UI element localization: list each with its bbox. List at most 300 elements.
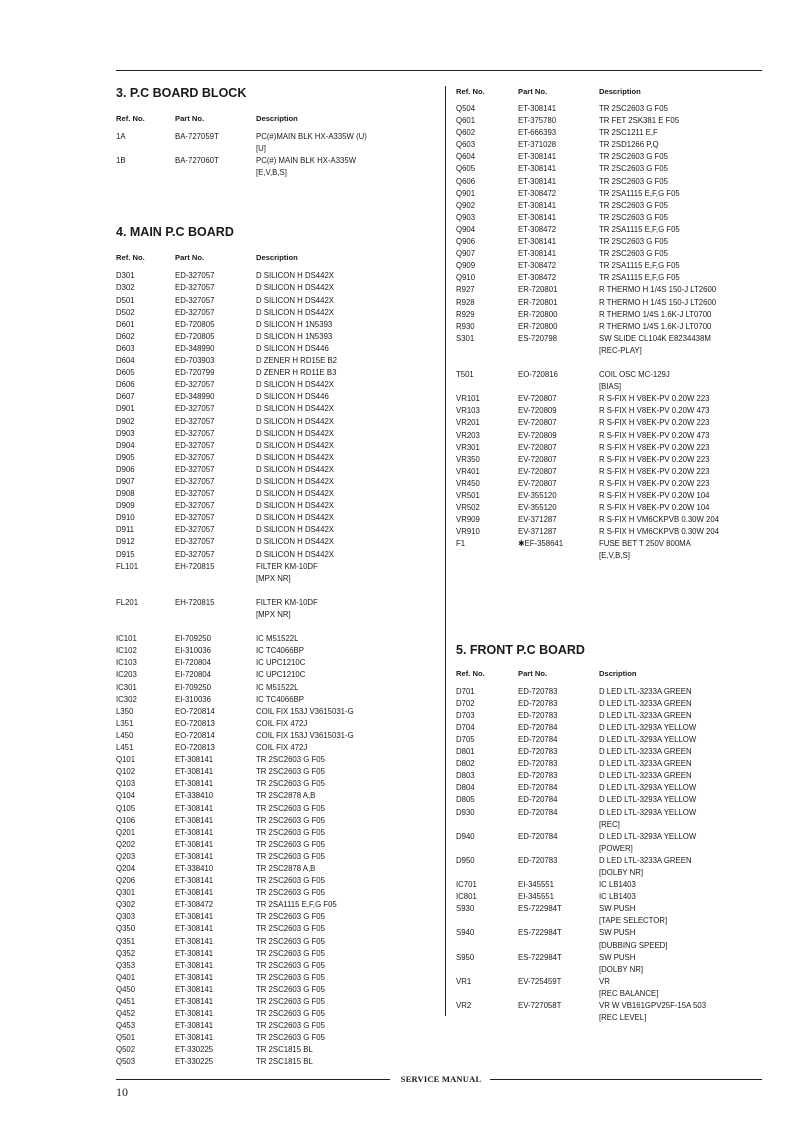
part-no: ET-308141 (175, 888, 214, 898)
ref-no: D601 (116, 319, 135, 329)
description: D LED LTL-3233A GREEN (599, 710, 692, 720)
table-header (456, 668, 768, 680)
table-row (456, 915, 768, 927)
table-row (456, 272, 768, 284)
description: D LED LTL-3233A GREEN (599, 698, 692, 708)
table-row (456, 333, 768, 345)
part-no: ED-327057 (175, 452, 215, 462)
description: [E,V,B,S] (599, 551, 630, 561)
table-row (456, 538, 768, 550)
ref-no: Q301 (116, 888, 136, 898)
description: D SILICON H DS442X (256, 501, 334, 511)
ref-no: F1 (456, 539, 466, 549)
section-title: 5. FRONT P.C BOARD (456, 642, 585, 657)
ref-no: D907 (116, 476, 135, 486)
ref-no: VR301 (456, 442, 480, 452)
part-no: EV-371287 (518, 527, 557, 537)
part-no: EV-720807 (518, 442, 557, 452)
description: TR 2SC2603 G F05 (599, 249, 668, 259)
ref-no: D604 (116, 356, 135, 366)
part-no: ED-348990 (175, 392, 215, 402)
table-row (456, 964, 768, 976)
ref-no: IC302 (116, 694, 137, 704)
ref-no: D950 (456, 855, 475, 865)
part-no: ED-327057 (175, 428, 215, 438)
ref-no: D501 (116, 295, 135, 305)
ref-no: Q203 (116, 851, 136, 861)
part-no: ED-327057 (175, 476, 215, 486)
ref-no: D702 (456, 698, 475, 708)
ref-no: Q501 (116, 1033, 136, 1043)
description: COIL OSC MC-129J (599, 370, 670, 380)
part-no: EI-709250 (175, 682, 211, 692)
table-row (456, 260, 768, 272)
description: TR 2SC2603 G F05 (256, 924, 325, 934)
description: TR 2SA1115 E,F,G F05 (599, 188, 680, 198)
ref-no: VR101 (456, 394, 480, 404)
ref-no: S940 (456, 928, 475, 938)
description: SW PUSH (599, 928, 636, 938)
ref-no: VR450 (456, 478, 480, 488)
description: COIL FIX 472J (256, 743, 308, 753)
table-row (456, 891, 768, 903)
part-no: ET-308472 (518, 224, 557, 234)
part-no: ED-720783 (518, 855, 558, 865)
table-row (116, 1056, 438, 1068)
part-no: EI-345551 (518, 892, 554, 902)
description: [DOLBY NR] (599, 867, 644, 877)
ref-no: D701 (456, 686, 475, 696)
description: [DUBBING SPEED] (599, 940, 668, 950)
description: TR 2SC2603 G F05 (256, 1033, 325, 1043)
part-no: ET-666393 (518, 128, 557, 138)
description: IC LB1403 (599, 892, 636, 902)
part-no: ET-308141 (175, 960, 214, 970)
description: D SILICON H DS442X (256, 452, 334, 462)
table-row (116, 790, 438, 802)
description: R S-FIX H V8EK-PV 0.20W 104 (599, 503, 710, 513)
ref-no: Q102 (116, 767, 136, 777)
table-row (116, 875, 438, 887)
table-row (116, 536, 438, 548)
part-no: ED-327057 (175, 525, 215, 535)
table-row (456, 224, 768, 236)
part-no: ED-720784 (518, 807, 558, 817)
table-row (456, 284, 768, 296)
description: D LED LTL-3293A YELLOW (599, 722, 697, 732)
ref-no: D915 (116, 549, 135, 559)
table-row (116, 851, 438, 863)
table-row (116, 984, 438, 996)
ref-no: VR502 (456, 503, 480, 513)
description: D SILICON H DS442X (256, 416, 334, 426)
ref-no: D903 (116, 428, 135, 438)
table-row (116, 621, 438, 633)
ref-no: D607 (116, 392, 135, 402)
ref-no: D908 (116, 489, 135, 499)
ref-no: VR910 (456, 527, 480, 537)
ref-no: IC102 (116, 646, 137, 656)
table-row (456, 855, 768, 867)
description: R S-FIX H V8EK-PV 0.20W 473 (599, 406, 710, 416)
description: D LED LTL-3293A YELLOW (599, 734, 697, 744)
description-header: Dscription (599, 668, 637, 678)
description: D SILICON H 1N5393 (256, 331, 333, 341)
part-no: ET-308141 (518, 152, 557, 162)
table-row (456, 466, 768, 478)
table-row (456, 176, 768, 188)
table-row (456, 722, 768, 734)
description: TR 2SC1815 BL (256, 1057, 313, 1067)
description: D SILICON H DS442X (256, 464, 334, 474)
table-row (456, 212, 768, 224)
table-row (116, 282, 438, 294)
top-rule (116, 70, 762, 71)
part-no: EV-727058T (518, 1001, 562, 1010)
table-row (116, 428, 438, 440)
description: TR 2SA1115 E,F,G F05 (599, 224, 680, 234)
ref-no: Q206 (116, 876, 136, 886)
parts-table (456, 668, 768, 1025)
ref-no: D603 (116, 343, 135, 353)
description: D LED LTL-3293A YELLOW (599, 795, 697, 805)
table-row (116, 911, 438, 923)
table-row (116, 367, 438, 379)
table-row (456, 903, 768, 915)
description: TR 2SC2603 G F05 (256, 972, 325, 982)
description: TR 2SC2603 G F05 (256, 803, 325, 813)
part-no: ET-308141 (518, 104, 557, 113)
part-no: EO-720814 (175, 706, 215, 716)
section-pc-board-block (116, 86, 438, 179)
ref-no: Q606 (456, 176, 476, 186)
table-row (456, 321, 768, 333)
table-row (116, 645, 438, 657)
description: IC UPC1210C (256, 670, 306, 680)
ref-no: Q352 (116, 948, 136, 958)
part-no: EI-345551 (518, 880, 554, 890)
description: D ZENER H RD11E B3 (256, 368, 337, 378)
table-row (456, 309, 768, 321)
table-row (116, 839, 438, 851)
table-header (116, 113, 438, 125)
part-no: ES-722984T (518, 928, 562, 938)
description: D SILICON H DS442X (256, 404, 334, 414)
description: D SILICON H DS442X (256, 295, 334, 305)
ref-no: Q604 (456, 152, 476, 162)
table-row (116, 730, 438, 742)
description: TR 2SA1115 E,F,G F05 (599, 273, 680, 283)
ref-no: D302 (116, 283, 135, 293)
table-row (116, 143, 438, 155)
part-no: EO-720813 (175, 718, 215, 728)
page-footer (116, 1072, 762, 1086)
table-row (116, 512, 438, 524)
ref-no: Q504 (456, 104, 476, 113)
description: TR 2SC2603 G F05 (256, 997, 325, 1006)
description: D SILICON H DS442X (256, 476, 334, 486)
table-header (116, 252, 438, 264)
part-no: ED-720783 (518, 759, 558, 769)
ref-no: Q101 (116, 755, 136, 765)
description: TR 2SC2603 G F05 (256, 912, 325, 922)
part-no: ET-308141 (175, 997, 214, 1006)
part-no: EI-310036 (175, 694, 211, 704)
description: TR 2SC2603 G F05 (599, 104, 668, 113)
table-row (116, 319, 438, 331)
table-row (116, 718, 438, 730)
description: TR 2SC2603 G F05 (599, 200, 668, 210)
table-row (116, 391, 438, 403)
description: TR 2SC2603 G F05 (256, 876, 325, 886)
table-row (456, 1012, 768, 1024)
section-main-pc-board (116, 225, 438, 1068)
description: D SILICON H DS442X (256, 537, 334, 547)
table-row (116, 1008, 438, 1020)
description: COIL FIX 472J (256, 718, 308, 728)
part-no-header: Part No. (518, 668, 548, 678)
table-row (456, 490, 768, 502)
description: FILTER KM-10DF (256, 561, 318, 571)
description: TR 2SC2603 G F05 (256, 888, 325, 898)
table-row (456, 734, 768, 746)
part-no: ED-327057 (175, 501, 215, 511)
table-row (116, 155, 438, 167)
description: D SILICON H DS442X (256, 380, 334, 390)
description: [MPX NR] (256, 573, 291, 583)
column-divider (445, 86, 446, 1016)
description: [E,V,B,S] (256, 168, 287, 178)
ref-no: VR350 (456, 454, 480, 464)
ref-no: S950 (456, 952, 475, 962)
table-row (456, 782, 768, 794)
description: R S-FIX H V8EK-PV 0.20W 223 (599, 394, 710, 404)
table-row (456, 807, 768, 819)
part-no: ET-308141 (175, 1021, 214, 1031)
part-no: ER-720800 (518, 321, 558, 331)
ref-no: D909 (116, 501, 135, 511)
right-column (456, 86, 768, 1024)
page-number: 10 (116, 1085, 128, 1099)
part-no: ET-308472 (518, 273, 557, 283)
part-no: ED-720783 (518, 686, 558, 696)
table-row (456, 405, 768, 417)
table-row (456, 381, 768, 393)
description: VR (599, 976, 610, 986)
description: SW PUSH (599, 952, 636, 962)
ref-no: D930 (456, 807, 475, 817)
table-row (116, 706, 438, 718)
ref-no: FL101 (116, 561, 139, 571)
ref-no: D902 (116, 416, 135, 426)
description: TR FET 2SK381 E F05 (599, 116, 680, 126)
description: TR 2SC1211 E,F (599, 128, 658, 138)
description: PC(#)MAIN BLK HX-A335W (U) (256, 132, 367, 141)
section-main-pc-board-continued (456, 86, 768, 563)
part-no: EV-720807 (518, 454, 557, 464)
section-front-pc-board (456, 643, 768, 1025)
ref-no-header: Ref. No. (456, 87, 485, 96)
table-row (456, 151, 768, 163)
table-row (456, 357, 768, 369)
ref-no: L350 (116, 706, 134, 716)
ref-no: D301 (116, 271, 135, 281)
table-row (116, 742, 438, 754)
part-no: ET-308141 (175, 984, 214, 994)
description: D LED LTL-3293A YELLOW (599, 783, 697, 793)
table-row (116, 403, 438, 415)
table-row (456, 940, 768, 952)
ref-no: Q902 (456, 200, 476, 210)
description: TR 2SC2878 A,B (256, 863, 316, 873)
ref-no: Q603 (456, 140, 476, 150)
ref-no: Q907 (456, 249, 476, 259)
part-no: ED-327057 (175, 307, 215, 317)
part-no: ET-371028 (518, 140, 557, 150)
ref-no: Q450 (116, 984, 136, 994)
table-row (456, 297, 768, 309)
footer-rule-right (490, 1079, 762, 1080)
table-row (456, 514, 768, 526)
table-row (456, 831, 768, 843)
description: D SILICON H 1N5393 (256, 319, 333, 329)
part-no: EI-720804 (175, 670, 211, 680)
table-row (116, 1020, 438, 1032)
ref-no: Q104 (116, 791, 136, 801)
description: TR 2SC2603 G F05 (256, 815, 325, 825)
part-no: ED-327057 (175, 416, 215, 426)
description: [DOLBY NR] (599, 964, 644, 974)
part-no: EH-720815 (175, 597, 215, 607)
table-row (116, 500, 438, 512)
part-no: EV-720809 (518, 406, 557, 416)
table-row (456, 710, 768, 722)
ref-no: D705 (456, 734, 475, 744)
description: R THERMO H 1/4S 150-J LT2600 (599, 297, 717, 307)
description: D SILICON H DS446 (256, 392, 329, 402)
left-column (116, 86, 438, 1069)
table-row (456, 393, 768, 405)
description: D LED LTL-3233A GREEN (599, 759, 692, 769)
ref-no: R928 (456, 297, 475, 307)
description: TR 2SC2603 G F05 (599, 152, 668, 162)
ref-no: VR2 (456, 1001, 472, 1010)
ref-no: D912 (116, 537, 135, 547)
description: TR 2SA1115 E,F,G F05 (256, 900, 337, 910)
table-row (116, 573, 438, 585)
ref-no: Q502 (116, 1045, 136, 1055)
part-no: ET-308141 (518, 237, 557, 247)
ref-no: D704 (456, 722, 475, 732)
table-row (116, 899, 438, 911)
part-no: ED-327057 (175, 404, 215, 414)
part-no: BA-727059T (175, 132, 219, 141)
part-no: EI-720804 (175, 658, 211, 668)
part-no: ET-308141 (175, 912, 214, 922)
parts-table (456, 86, 768, 563)
part-no: EH-720815 (175, 561, 215, 571)
ref-no: Q204 (116, 863, 136, 873)
part-no: ED-327057 (175, 489, 215, 499)
part-no: ES-722984T (518, 904, 562, 914)
part-no: ET-308141 (518, 212, 557, 222)
section-title: 4. MAIN P.C BOARD (116, 225, 234, 240)
part-no: EI-709250 (175, 634, 211, 644)
ref-no: Q602 (456, 128, 476, 138)
description: [REC-PLAY] (599, 345, 642, 355)
description: [REC LEVEL] (599, 1013, 647, 1023)
part-no: ET-330225 (175, 1057, 214, 1067)
part-no: ET-308141 (175, 948, 214, 958)
description: TR 2SC2603 G F05 (256, 827, 325, 837)
description: TR 2SC1815 BL (256, 1045, 313, 1055)
ref-no: Q906 (456, 237, 476, 247)
description: R S-FIX H V8EK-PV 0.20W 223 (599, 466, 710, 476)
table-row (456, 248, 768, 260)
ref-no: L450 (116, 730, 134, 740)
part-no: ET-338410 (175, 791, 214, 801)
ref-no: VR501 (456, 491, 480, 500)
table-row (116, 996, 438, 1008)
part-no: BA-727060T (175, 156, 219, 166)
table-row (116, 343, 438, 355)
table-header (456, 86, 768, 98)
part-no: ET-308141 (175, 815, 214, 825)
part-no: ED-327057 (175, 295, 215, 305)
ref-no: IC103 (116, 658, 137, 668)
footer-rule-left (116, 1079, 390, 1080)
description: IC TC4066BP (256, 694, 304, 704)
ref-no: D502 (116, 307, 135, 317)
ref-no: T501 (456, 370, 474, 380)
description: IC M51522L (256, 682, 299, 692)
description: TR 2SD1266 P,Q (599, 140, 659, 150)
ref-no-header: Ref. No. (116, 253, 145, 263)
ref-no: Q605 (456, 164, 476, 174)
description: D SILICON H DS442X (256, 307, 334, 317)
description: R S-FIX H VM6CKPVB 0.30W 204 (599, 527, 720, 537)
table-row (116, 778, 438, 790)
ref-no: VR1 (456, 976, 472, 986)
part-no: ED-720805 (175, 331, 215, 341)
description: COIL FIX 153J V3615031-G (256, 730, 354, 740)
description: D SILICON H DS442X (256, 525, 334, 535)
table-row (456, 502, 768, 514)
table-row (456, 442, 768, 454)
ref-no: Q303 (116, 912, 136, 922)
table-row (456, 345, 768, 357)
description: [BIAS] (599, 382, 622, 392)
description: VR W VB161GPV25F-15A 503 (599, 1001, 707, 1010)
part-no: ED-720799 (175, 368, 215, 378)
part-no: ED-327057 (175, 513, 215, 523)
ref-no: VR909 (456, 515, 480, 525)
table-row (116, 682, 438, 694)
part-no: EV-355120 (518, 491, 557, 500)
description: IC LB1403 (599, 880, 636, 890)
table-row (456, 927, 768, 939)
table-row (116, 307, 438, 319)
part-no: EV-355120 (518, 503, 557, 513)
ref-no-header: Ref. No. (456, 668, 485, 678)
part-no: ET-308141 (518, 249, 557, 259)
table-row (456, 819, 768, 831)
part-no: ET-308141 (518, 164, 557, 174)
part-no: EO-720813 (175, 743, 215, 753)
ref-no: Q401 (116, 972, 136, 982)
table-row (116, 295, 438, 307)
part-no: EO-720816 (518, 370, 558, 380)
